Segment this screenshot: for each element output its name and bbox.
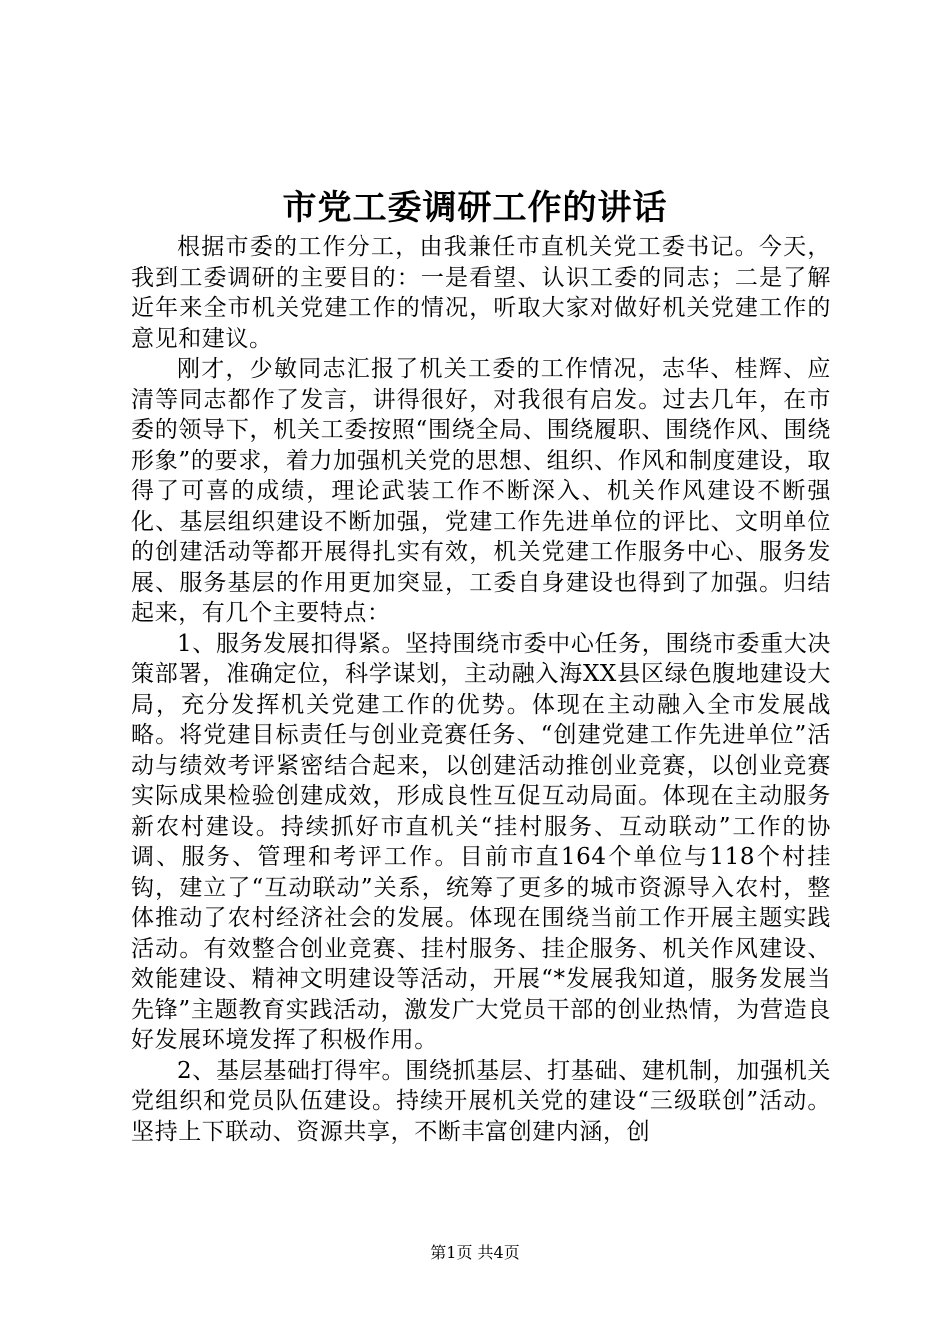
paragraph-3: 1、服务发展扣得紧。坚持围绕市委中心任务，围绕市委重大决策部署，准确定位，科学谋划，主动融入海XX县区绿色腹地建设大局，充分发挥机关党建工作的优势。体现在主动融入全市发展战略。将党建目标责任与创业竞赛任务、“创建党建工作先进单位”活动与绩效考评紧密结合起来，以创建活动推创业竞赛，以创业竞赛实际成果检验创建成效，形成良性互促互动局面。体现在主动服务新农村建设。持续抓好市直机关“挂村服务、互动联动”工作的协调、服务、管理和考评工作。目前市直164个单位与118个村挂钩，建立了“互动联动”关系，统筹了更多的城市资源导入农村，整体推动了农村经济社会的发展。体现在围绕当前工作开展主题实践活动。有效整合创业竞赛、挂村服务、挂企服务、机关作风建设、效能建设、精神文明建设等活动，开展“*发展我知道，服务发展当先锋”主题教育实践活动，激发广大党员干部的创业热情，为营造良好发展环境发挥了积极作用。 [131, 630, 831, 1053]
paragraph-1: 根据市委的工作分工，由我兼任市直机关党工委书记。今天，我到工委调研的主要目的：一是看望、认识工委的同志；二是了解近年来全市机关党建工作的情况，听取大家对做好机关党建工作的意见和建议。 [131, 234, 831, 352]
paragraph-2: 刚才，少敏同志汇报了机关工委的工作情况，志华、桂辉、应清等同志都作了发言，讲得很好，对我很有启发。过去几年，在市委的领导下，机关工委按照“围绕全局、围绕履职、围绕作风、围绕形象”的要求，着力加强机关党的思想、组织、作风和制度建设，取得了可喜的成绩，理论武装工作不断深入、机关作风建设不断强化、基层组织建设不断加强，党建工作先进单位的评比、文明单位的创建活动等都开展得扎实有效，机关党建工作服务中心、服务发展、服务基层的作用更加突显，工委自身建设也得到了加强。归结起来，有几个主要特点： [131, 356, 831, 626]
document-body [131, 232, 831, 1147]
document-title: 市党工委调研工作的讲话 [282, 188, 668, 228]
paragraph-4: 2、基层基础打得牢。围绕抓基层、打基础、建机制，加强机关党组织和党员队伍建设。持续开展机关党的建设“三级联创”活动。坚持上下联动、资源共享，不断丰富创建内涵，创 [131, 1057, 831, 1145]
page-footer: 第1页 共4页 [430, 1243, 520, 1262]
